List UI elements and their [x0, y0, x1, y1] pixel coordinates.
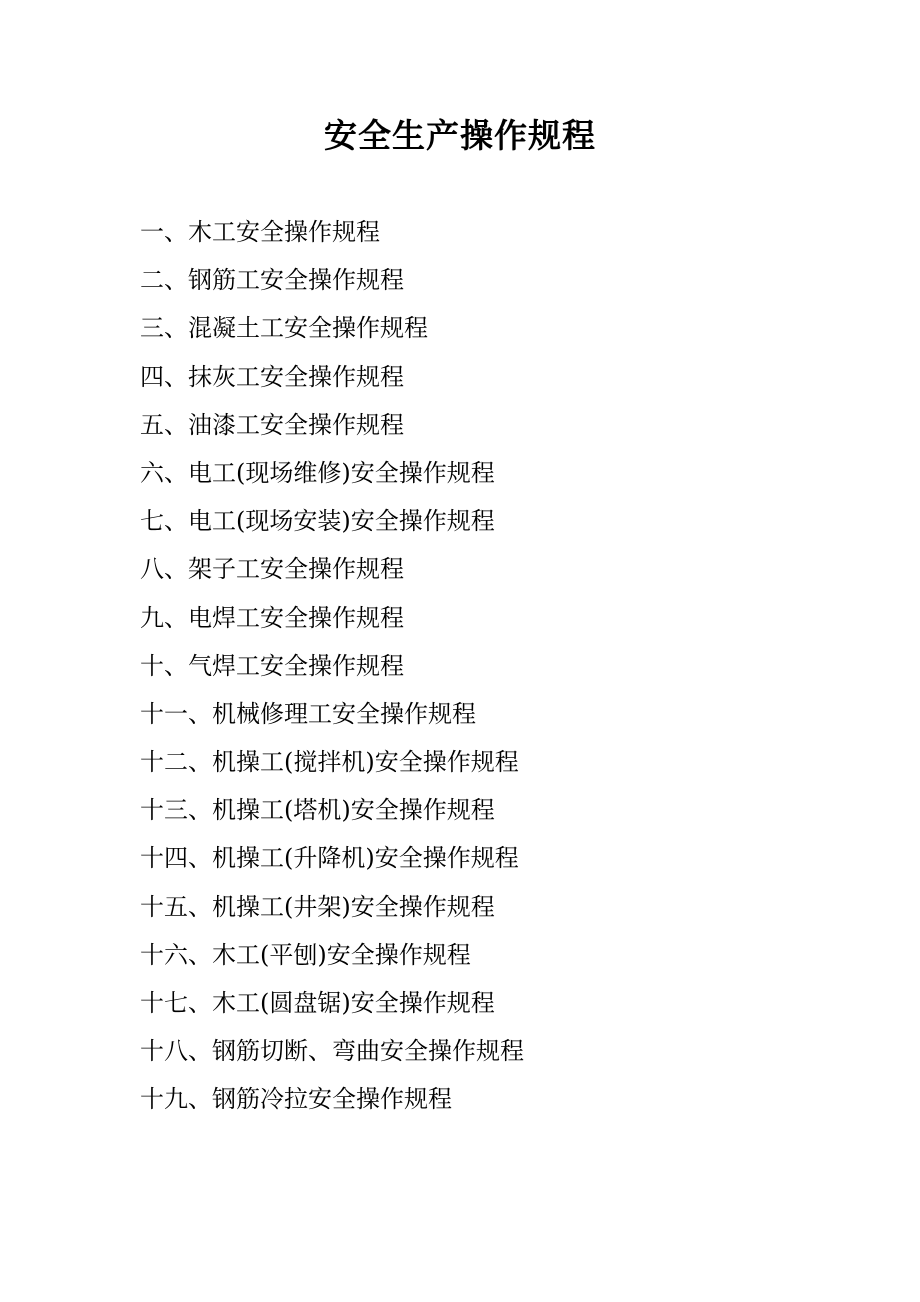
toc-item: 三、混凝土工安全操作规程: [140, 314, 428, 343]
toc-item: 八、架子工安全操作规程: [140, 555, 404, 584]
page-title: 安全生产操作规程: [324, 116, 596, 155]
toc-item: 十、气焊工安全操作规程: [140, 651, 404, 680]
toc-item: 二、钢筋工安全操作规程: [140, 266, 404, 295]
toc-item: 十八、钢筋切断、弯曲安全操作规程: [140, 1037, 524, 1066]
toc-item: 九、电焊工安全操作规程: [140, 603, 404, 632]
toc-item: 五、油漆工安全操作规程: [140, 410, 404, 439]
toc-item: 十二、机操工(搅拌机)安全操作规程: [140, 748, 519, 777]
table-of-contents: [140, 208, 524, 1124]
toc-item: 十六、木工(平刨)安全操作规程: [140, 940, 471, 969]
toc-item: 十四、机操工(升降机)安全操作规程: [140, 844, 519, 873]
toc-item: 十七、木工(圆盘锯)安全操作规程: [140, 989, 495, 1017]
toc-item: 十三、机操工(塔机)安全操作规程: [140, 796, 495, 825]
toc-item: 十五、机操工(井架)安全操作规程: [140, 892, 495, 921]
toc-item: 四、抹灰工安全操作规程: [140, 362, 404, 391]
toc-item: 一、木工安全操作规程: [140, 218, 380, 246]
toc-item: 十一、机械修理工安全操作规程: [140, 699, 476, 728]
toc-item: 十九、钢筋冷拉安全操作规程: [140, 1085, 452, 1114]
toc-item: 七、电工(现场安装)安全操作规程: [140, 507, 495, 536]
toc-item: 六、电工(现场维修)安全操作规程: [140, 458, 495, 487]
